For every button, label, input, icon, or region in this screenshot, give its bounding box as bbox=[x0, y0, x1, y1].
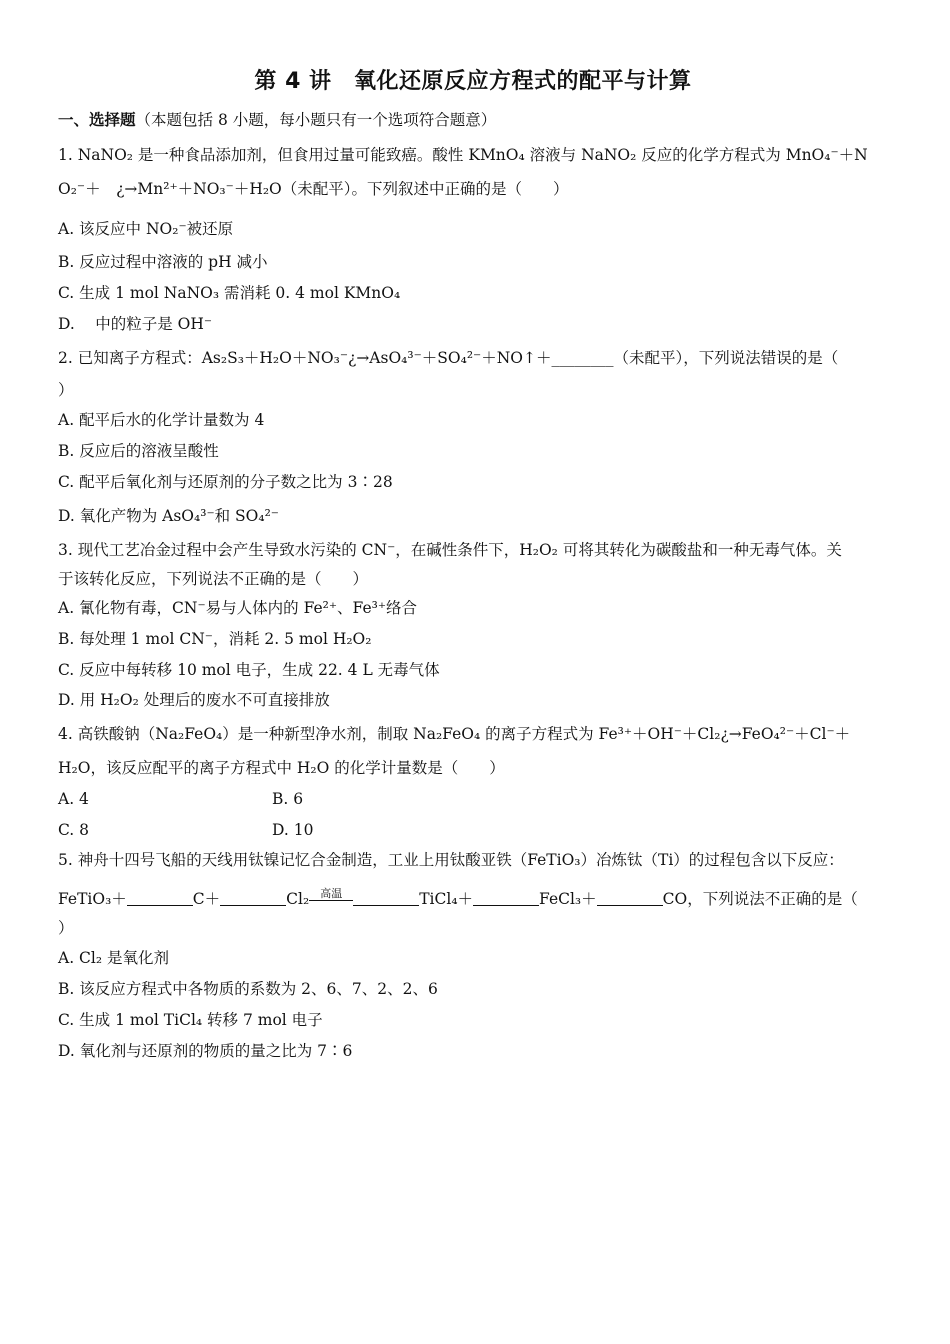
q2-option-c: C. 配平后氧化剂与还原剂的分子数之比为 3∶28 bbox=[58, 473, 393, 491]
q4-options-row2 bbox=[58, 820, 314, 840]
q5-equation bbox=[58, 889, 858, 909]
q3-option-a: A. 氰化物有毒，CN⁻易与人体内的 Fe²⁺、Fe³⁺络合 bbox=[58, 599, 418, 617]
q3-option-c: C. 反应中每转移 10 mol 电子，生成 22. 4 L 无毒气体 bbox=[58, 661, 440, 679]
q5-eq-product-1: TiCl₄＋ bbox=[419, 890, 474, 908]
q5-blank-5 bbox=[597, 891, 663, 906]
section-header bbox=[58, 110, 496, 130]
q5-blank-3 bbox=[353, 891, 419, 906]
q2-stem-line1: 2. 已知离子方程式：As₂S₃＋H₂O＋NO₃⁻¿→AsO₄³⁻＋SO₄²⁻＋NO↑＋________（未配平），下列说法错误的是（ bbox=[58, 349, 839, 367]
q4-stem-line2: H₂O，该反应配平的离子方程式中 H₂O 的化学计量数是（ ） bbox=[58, 759, 505, 777]
q3-stem-line1: 3. 现代工艺冶金过程中会产生导致水污染的 CN⁻，在碱性条件下，H₂O₂ 可将其转化为碳酸盐和一种无毒气体。关 bbox=[58, 541, 842, 559]
page-title: 第 4 讲 氧化还原反应方程式的配平与计算 bbox=[254, 69, 692, 94]
q5-option-b: B. 该反应方程式中各物质的系数为 2、6、7、2、2、6 bbox=[58, 980, 438, 998]
q3-option-d: D. 用 H₂O₂ 处理后的废水不可直接排放 bbox=[58, 691, 330, 709]
q5-blank-2 bbox=[220, 891, 286, 906]
q5-stem-line3: ） bbox=[58, 919, 74, 937]
q1-option-d: D. 中的粒子是 OH⁻ bbox=[58, 315, 213, 333]
q5-reaction-condition bbox=[309, 887, 353, 901]
q4-options-row1 bbox=[58, 789, 304, 809]
q1-stem-line1: 1. NaNO₂ 是一种食品添加剂，但食用过量可能致癌。酸性 KMnO₄ 溶液与 NaNO₂ 反应的化学方程式为 MnO₄⁻＋N bbox=[58, 146, 868, 164]
q4-option-a: A. 4 bbox=[58, 790, 89, 808]
q4-stem-line1: 4. 高铁酸钠（Na₂FeO₄）是一种新型净水剂，制取 Na₂FeO₄ 的离子方程式为 Fe³⁺＋OH⁻＋Cl₂¿→FeO₄²⁻＋Cl⁻＋ bbox=[58, 725, 851, 743]
q2-stem-line2: ） bbox=[58, 381, 74, 399]
q3-stem-line2: 于该转化反应，下列说法不正确的是（ ） bbox=[58, 570, 369, 588]
q5-condition-label: 高温 bbox=[320, 887, 343, 900]
q1-option-c: C. 生成 1 mol NaNO₃ 需消耗 0. 4 mol KMnO₄ bbox=[58, 284, 401, 302]
q5-eq-product-2: FeCl₃＋ bbox=[539, 890, 597, 908]
section-label: 一、选择题 bbox=[58, 111, 136, 129]
q5-eq-reactant-3: Cl₂ bbox=[286, 890, 310, 908]
q5-eq-reactant-2: C＋ bbox=[192, 890, 221, 908]
q5-option-a: A. Cl₂ 是氧化剂 bbox=[58, 949, 170, 967]
q5-eq-product-3: CO，下列说法不正确的是（ bbox=[662, 890, 858, 908]
section-note: （本题包括 8 小题，每小题只有一个选项符合题意） bbox=[135, 111, 497, 129]
q2-option-a: A. 配平后水的化学计量数为 4 bbox=[58, 411, 265, 429]
q5-stem-line1: 5. 神舟十四号飞船的天线用钛镍记忆合金制造，工业上用钛酸亚铁（FeTiO₃）冶炼钛（Ti）的过程包含以下反应： bbox=[58, 851, 844, 869]
q3-option-b: B. 每处理 1 mol CN⁻，消耗 2. 5 mol H₂O₂ bbox=[58, 630, 372, 648]
q4-option-d: D. 10 bbox=[272, 821, 314, 839]
q1-option-b: B. 反应过程中溶液的 pH 减小 bbox=[58, 253, 268, 271]
q5-blank-4 bbox=[473, 891, 539, 906]
q1-option-a: A. 该反应中 NO₂⁻被还原 bbox=[58, 220, 234, 238]
q1-stem-line2: O₂⁻＋ ¿→Mn²⁺＋NO₃⁻＋H₂O（未配平）。下列叙述中正确的是（ ） bbox=[58, 180, 569, 198]
q2-option-d: D. 氧化产物为 AsO₄³⁻和 SO₄²⁻ bbox=[58, 507, 279, 525]
q5-eq-reactant-1: FeTiO₃＋ bbox=[58, 890, 127, 908]
q5-option-d: D. 氧化剂与还原剂的物质的量之比为 7∶6 bbox=[58, 1042, 353, 1060]
q2-option-b: B. 反应后的溶液呈酸性 bbox=[58, 442, 219, 460]
q4-option-b: B. 6 bbox=[272, 790, 304, 808]
q4-option-c: C. 8 bbox=[58, 821, 90, 839]
q5-blank-1 bbox=[127, 891, 193, 906]
q5-option-c: C. 生成 1 mol TiCl₄ 转移 7 mol 电子 bbox=[58, 1011, 323, 1029]
